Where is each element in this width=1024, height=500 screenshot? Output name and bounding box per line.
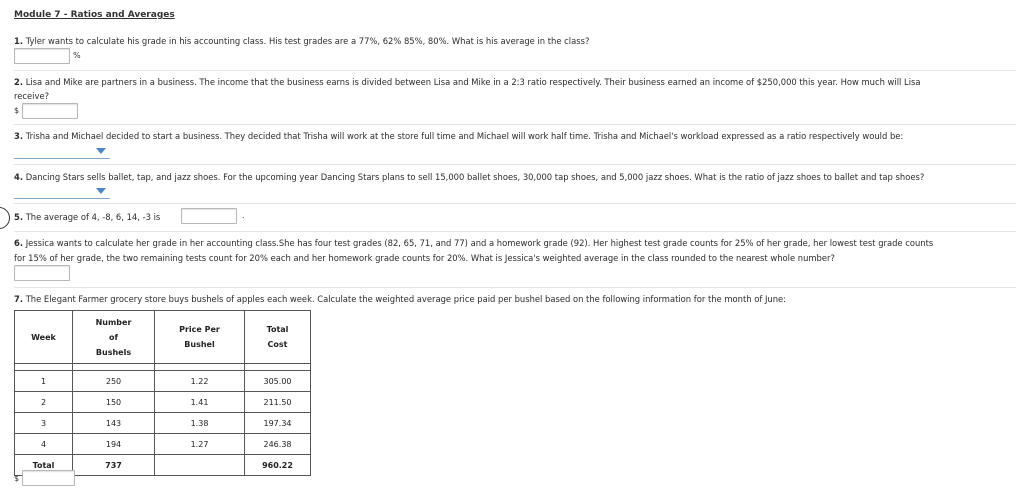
cell-cost: 305.00 [245, 371, 311, 392]
divider [14, 287, 1016, 288]
question-6-text: Jessica wants to calculate her grade in her accounting class.She has four test grades (82, 65, 71, and 77) and a homework grade (92). Her highest test grade counts for 25% of her grade, her lowest test grade counts [25, 238, 934, 248]
question-5-text: The average of 4, -8, 6, 14, -3 is [25, 212, 161, 222]
question-7-number: 7. [14, 294, 24, 304]
question-2-text: Lisa and Mike are partners in a business. The income that the business earns is divided between Lisa and Mike in a 2:3 ratio respectively. Their business earned an income of $250,000 this year. How much will Lisa [25, 77, 921, 87]
divider [14, 124, 1016, 125]
question-2-number: 2. [14, 77, 24, 87]
q7-answer-input[interactable] [22, 470, 75, 486]
cell-cost: 246.38 [245, 434, 311, 455]
divider [14, 70, 1016, 71]
current-question-marker [0, 207, 10, 229]
cell-bushels: 143 [73, 413, 155, 434]
q5-period: . [242, 211, 245, 220]
header-total-cost: Total Cost [245, 311, 311, 364]
cell-total-price [155, 455, 245, 476]
table-spacer-row [15, 364, 311, 371]
chevron-down-icon [96, 148, 106, 154]
header-week: Week [15, 311, 73, 364]
cell-week: 1 [15, 371, 73, 392]
question-3-number: 3. [14, 131, 24, 141]
q3-answer-dropdown[interactable] [14, 144, 110, 159]
chevron-down-icon [96, 188, 106, 194]
table-row [15, 392, 311, 413]
divider [14, 203, 1016, 204]
cell-bushels: 250 [73, 371, 155, 392]
q7-dollar-prefix: $ [14, 474, 20, 483]
cell-bushels: 150 [73, 392, 155, 413]
cell-total-label: Total [15, 455, 73, 476]
cell-total-cost: 960.22 [245, 455, 311, 476]
cell-price: 1.41 [155, 392, 245, 413]
question-1 [14, 36, 589, 46]
question-6 [14, 238, 933, 248]
cell-price: 1.27 [155, 434, 245, 455]
table-header-row [15, 311, 311, 364]
apple-bushels-table [14, 310, 311, 476]
question-3-text: Trisha and Michael decided to start a business. They decided that Trisha will work at the store full time and Michael will work half time. Trisha and Michael's workload expressed as a ratio respectively would be: [25, 131, 904, 141]
cell-week: 3 [15, 413, 73, 434]
question-7-text: The Elegant Farmer grocery store buys bushels of apples each week. Calculate the weighted average price paid per bushel based on the following information for the month of June: [25, 294, 786, 304]
cell-price: 1.22 [155, 371, 245, 392]
question-5-number: 5. [14, 212, 24, 222]
question-4-number: 4. [14, 172, 24, 182]
q2-answer-input[interactable] [22, 103, 78, 119]
question-1-text: Tyler wants to calculate his grade in his accounting class. His test grades are a 77%, 62% 85%, 80%. What is his average in the class? [25, 36, 590, 46]
table-row [15, 434, 311, 455]
q2-dollar-prefix: $ [14, 106, 20, 115]
question-5 [14, 212, 160, 222]
cell-bushels: 194 [73, 434, 155, 455]
cell-week: 4 [15, 434, 73, 455]
table-row [15, 413, 311, 434]
page-title: Module 7 - Ratios and Averages [14, 10, 175, 20]
question-1-number: 1. [14, 36, 24, 46]
divider [14, 164, 1016, 165]
q1-answer-input[interactable] [14, 48, 70, 64]
question-7 [14, 294, 786, 304]
question-6-number: 6. [14, 238, 24, 248]
table-row [15, 371, 311, 392]
header-price-per-bushel: Price Per Bushel [155, 311, 245, 364]
question-4-text: Dancing Stars sells ballet, tap, and jazz shoes. For the upcoming year Dancing Stars plans to sell 15,000 ballet shoes, 30,000 tap shoes, and 5,000 jazz shoes. What is the ratio of jazz shoes to ballet and tap shoes? [25, 172, 925, 182]
divider [14, 231, 1016, 232]
question-6-text-cont: for 15% of her grade, the two remaining tests count for 20% each and her homework grade counts for 20%. What is Jessica's weighted average in the class rounded to the nearest whole number? [14, 253, 835, 263]
q5-answer-input[interactable] [181, 208, 237, 224]
cell-cost: 197.34 [245, 413, 311, 434]
header-number-of-bushels: Number of Bushels [73, 311, 155, 364]
q4-answer-dropdown[interactable] [14, 184, 110, 199]
cell-price: 1.38 [155, 413, 245, 434]
q1-percent-unit: % [73, 51, 81, 60]
q6-answer-input[interactable] [14, 265, 70, 281]
question-3 [14, 131, 903, 141]
question-2-text-cont: receive? [14, 91, 50, 101]
question-2 [14, 77, 921, 87]
question-4 [14, 172, 924, 182]
cell-total-bushels: 737 [73, 455, 155, 476]
cell-week: 2 [15, 392, 73, 413]
cell-cost: 211.50 [245, 392, 311, 413]
